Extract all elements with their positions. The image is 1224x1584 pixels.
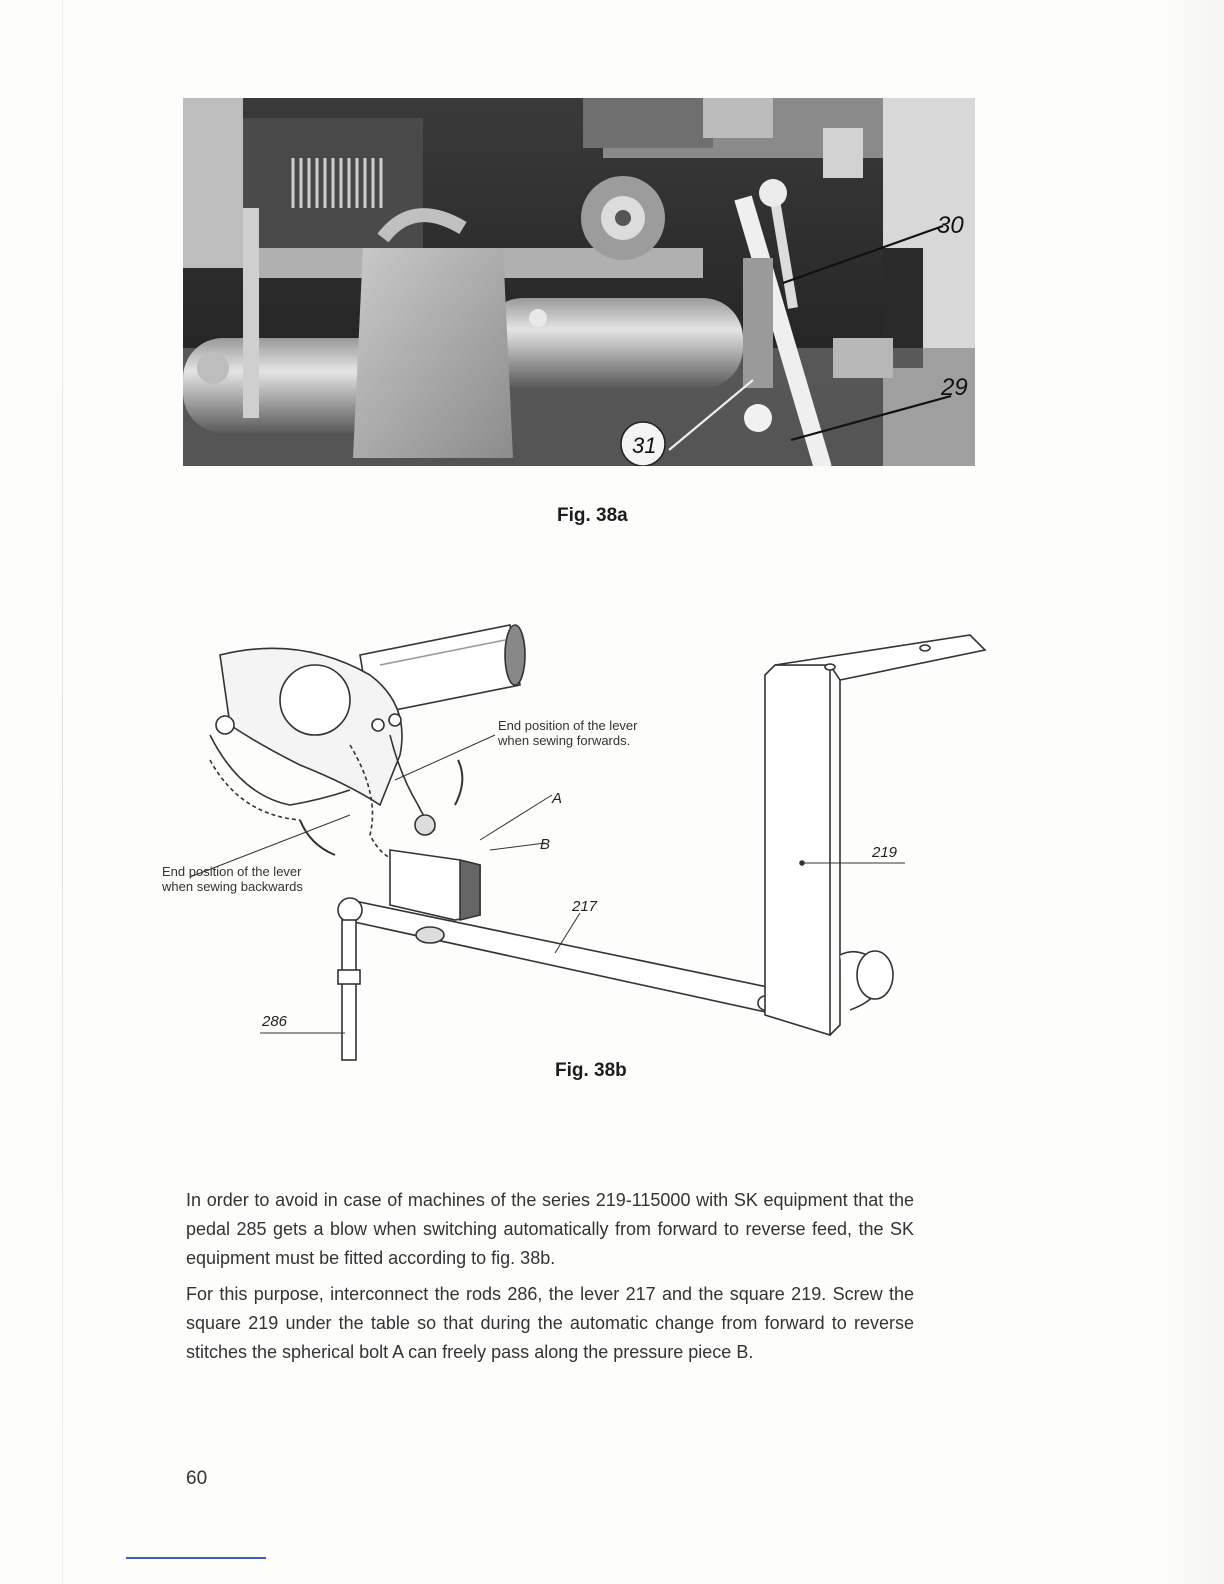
paragraph-1: In order to avoid in case of machines of the series 219-115000 with SK equipment that the pedal 285 gets a blow when switching automatically from forward to reverse feed, the SK equipment must be fitted according to fig. 38b. xyxy=(186,1190,914,1268)
letter-b: B xyxy=(540,836,551,853)
label-forward-position: End position of the lever when sewing forwards. xyxy=(498,718,638,748)
scan-edge xyxy=(62,0,63,1584)
instruction-text xyxy=(186,1186,914,1374)
machine-photo-illustration xyxy=(183,98,975,466)
figure-38a-photo xyxy=(183,98,975,466)
callout-29: 29 xyxy=(941,374,968,401)
bottom-rule xyxy=(126,1557,266,1559)
callout-30: 30 xyxy=(937,212,964,239)
scan-shadow xyxy=(1154,0,1224,1584)
part-number-219: 219 xyxy=(872,844,898,861)
label-backward-position: End position of the lever when sewing backwards xyxy=(162,864,303,894)
part-number-286: 286 xyxy=(262,1013,288,1030)
paragraph-2: For this purpose, interconnect the rods 286, the lever 217 and the square 219. Screw the square 219 under the table so that during the automatic change from forward to reverse stitches the spherical bolt A can freely pass along the pressure piece B. xyxy=(186,1284,914,1362)
part-number-217: 217 xyxy=(572,898,598,915)
figure-38a-caption: Fig. 38a xyxy=(557,505,628,526)
page-number: 60 xyxy=(186,1468,208,1489)
letter-a: A xyxy=(552,790,563,807)
callout-31: 31 xyxy=(632,433,657,458)
figure-38b-caption: Fig. 38b xyxy=(555,1060,627,1081)
